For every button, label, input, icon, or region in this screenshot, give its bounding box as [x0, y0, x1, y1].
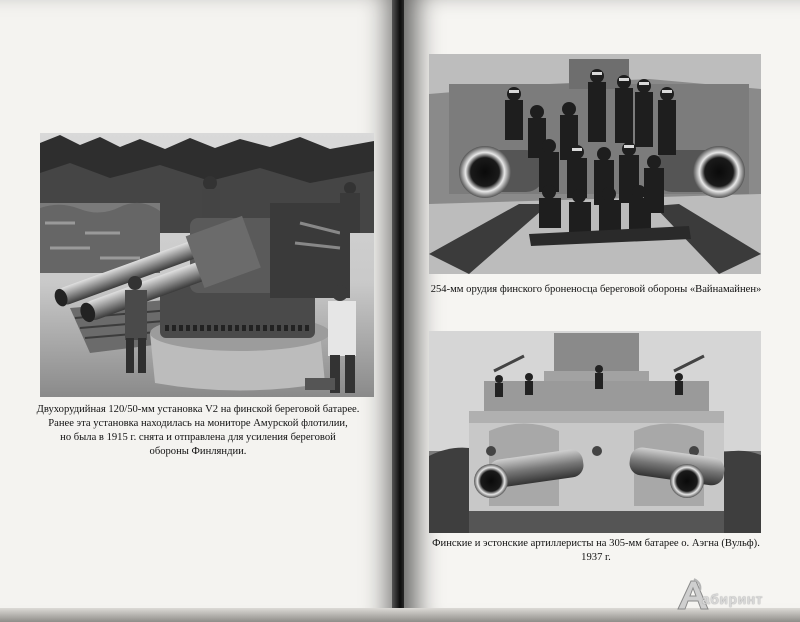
left-page: [0, 0, 396, 622]
caption-line: но была в 1915 г. снята и отправлена для усиления береговой: [60, 432, 336, 443]
photo-officers-with-guns: [429, 54, 761, 274]
caption-line: обороны Финляндии.: [149, 446, 247, 457]
caption-line: 254-мм орудия финского броненосца береговой обороны «Вайнамайнен»: [430, 284, 762, 295]
gun-mount-illustration: [40, 133, 374, 397]
officers-illustration: [429, 54, 761, 274]
photo-twin-305mm-turret: [429, 331, 761, 533]
watermark-logo: [676, 577, 796, 613]
turret-illustration: [429, 331, 761, 533]
photo-twin-gun-mount: [40, 133, 374, 397]
bottom-photo-caption: [408, 537, 784, 565]
right-page: [404, 0, 800, 622]
caption-line: 1937 г.: [581, 552, 611, 563]
watermark-text: абиринт: [702, 591, 764, 607]
top-photo-caption: [408, 283, 784, 297]
caption-line: Двухорудийная 120/50-мм установка V2 на финской береговой батарее.: [36, 404, 360, 415]
caption-line: Финские и эстонские артиллеристы на 305-мм батарее о. Аэгна (Вульф).: [432, 538, 760, 549]
left-photo-caption: [10, 403, 386, 459]
caption-line: Ранее эта установка находилась на мониторе Амурской флотилии,: [48, 418, 348, 429]
